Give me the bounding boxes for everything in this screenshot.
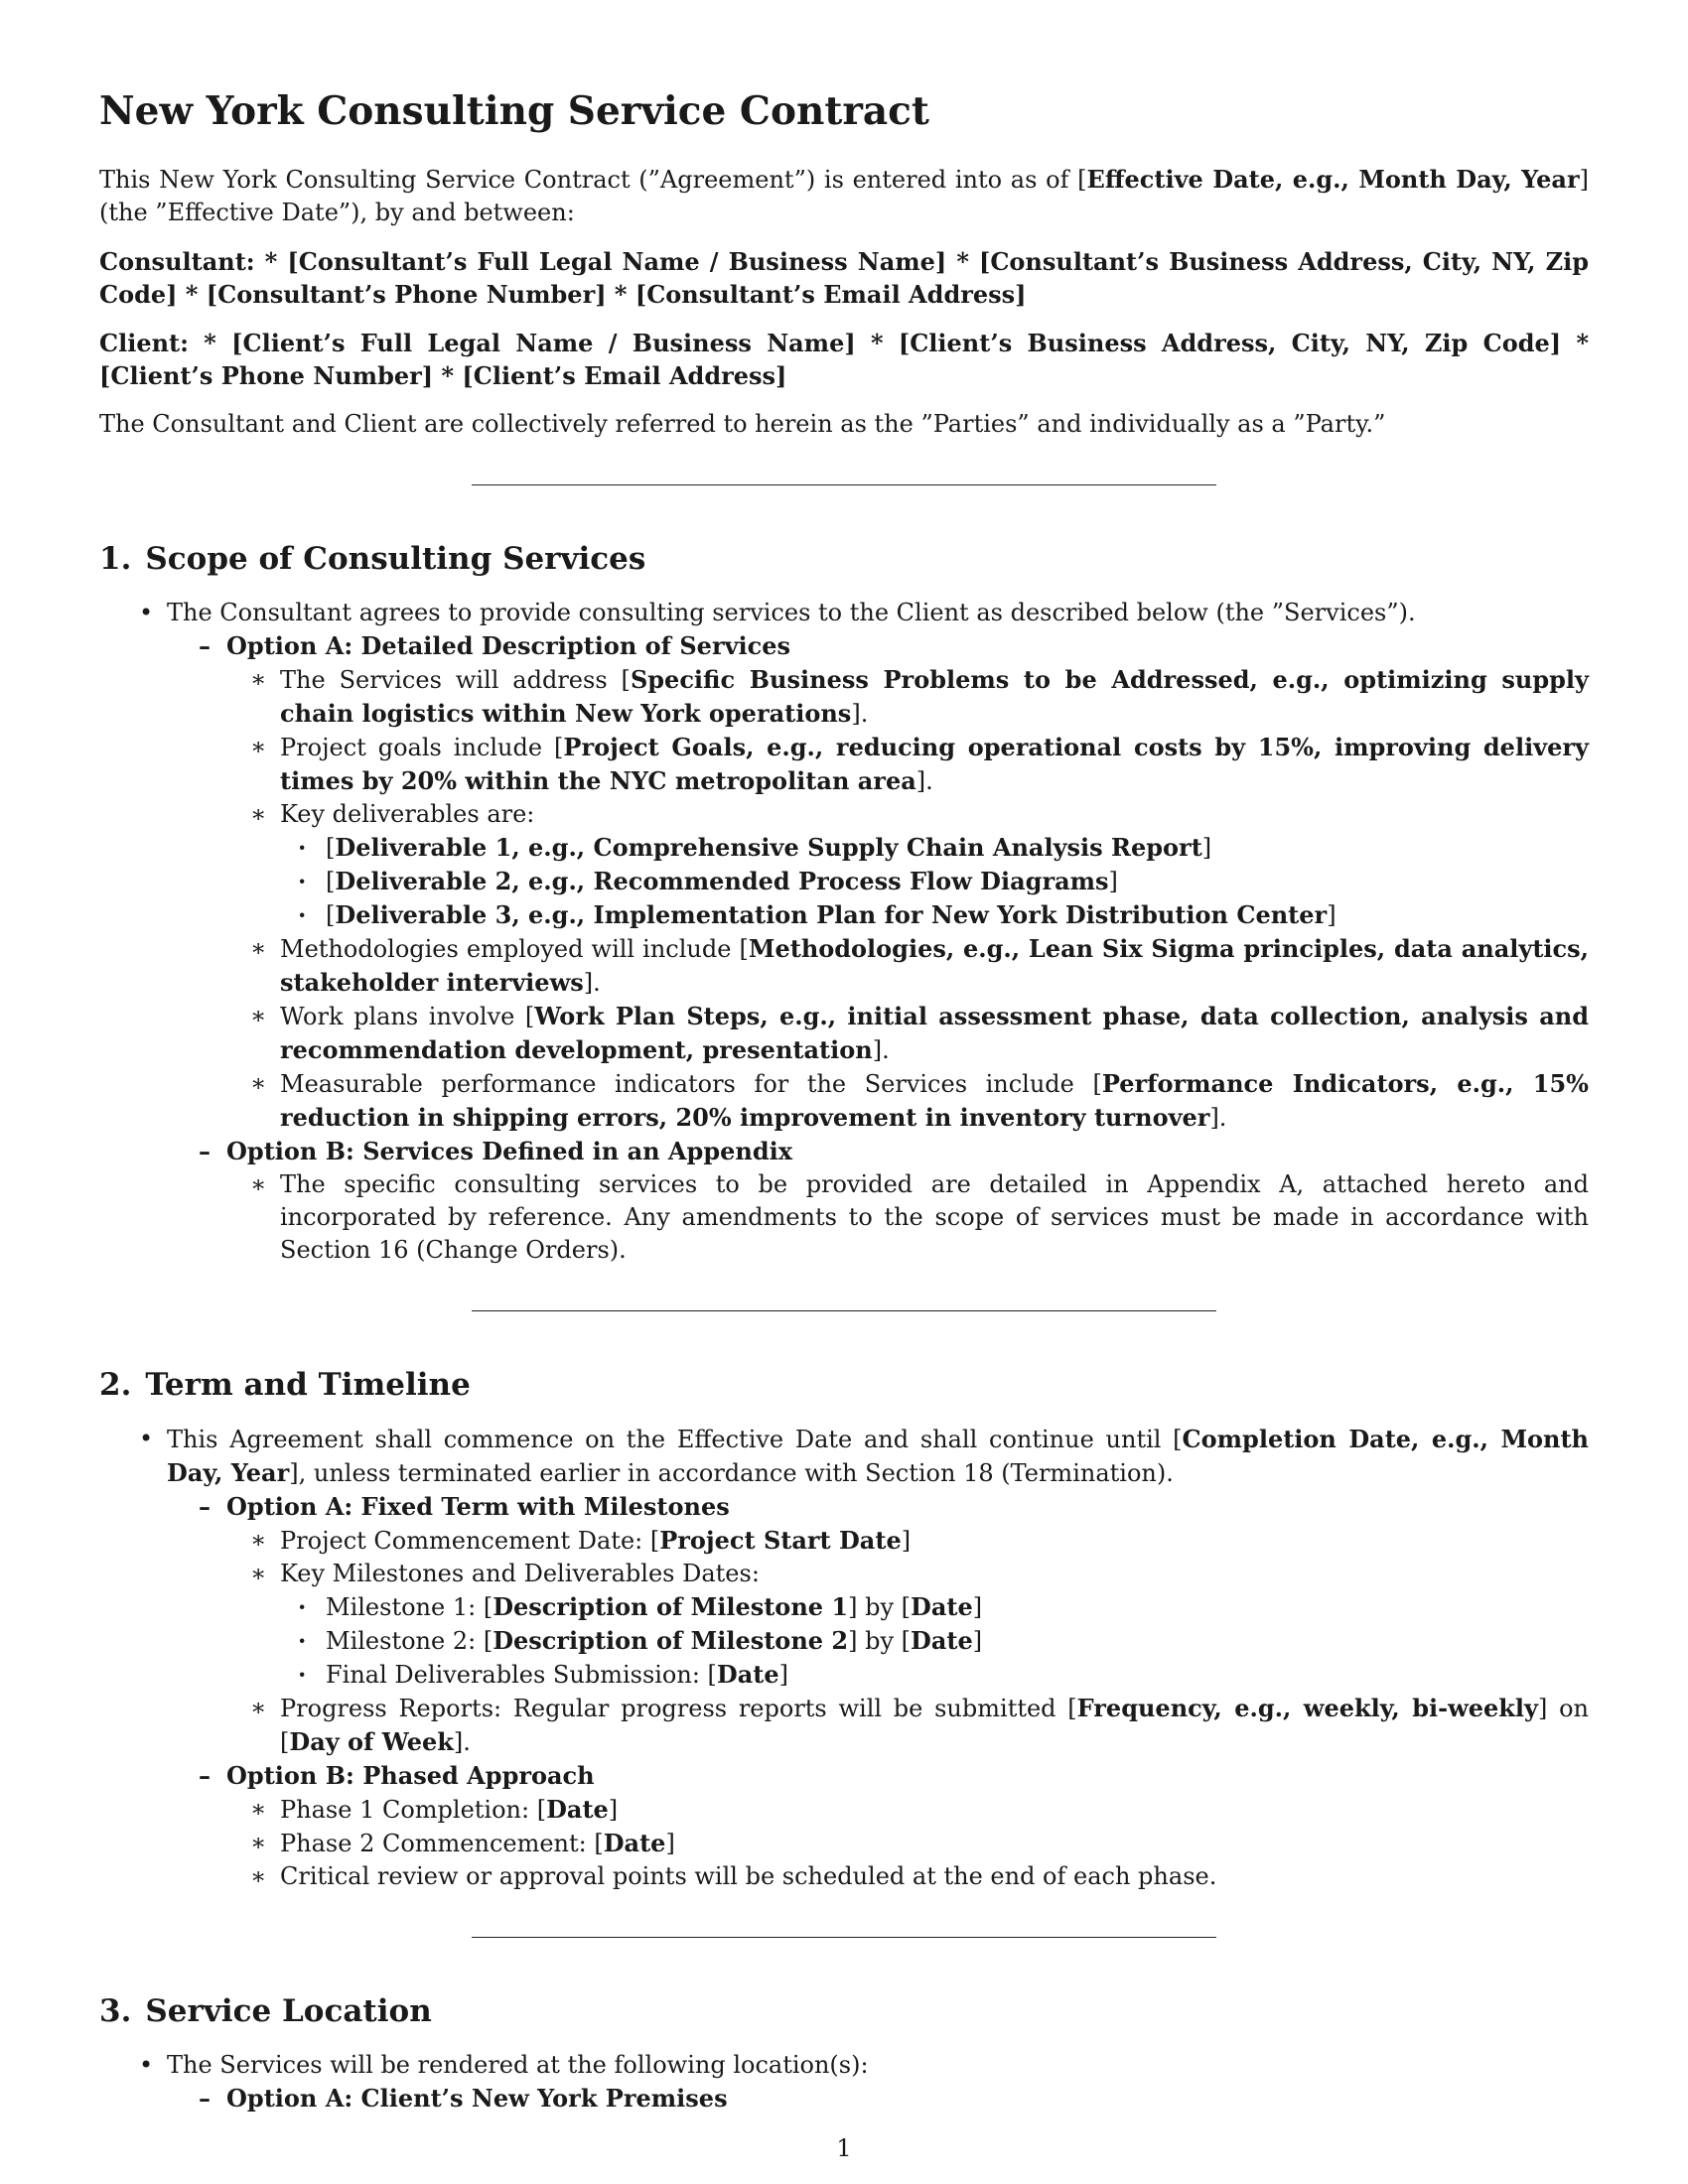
client-block: Client: * [Client’s Full Legal Name / Business Name] * [Client’s Business Address, City, NY, Zip Code] * [Client’s Phone Number] * [Client’s Email Address] [99,329,1589,390]
section-2-title: Term and Timeline [145,1367,471,1403]
document-title: New York Consulting Service Contract [99,88,929,134]
intro-text-1: This New York Consulting Service Contract (”Agreement”) is entered into as of [ [99,166,1087,194]
section-1-list [99,597,1589,1267]
parties-definition: The Consultant and Client are collectively referred to herein as the ”Parties” and individually as a ”Party.” [99,410,1386,438]
list-item: ∗ Phase 2 Commencement: [Date] [99,1827,1589,1860]
section-divider [472,1310,1216,1311]
list-item: ∗ The specific consulting services to be provided are detailed in Appendix A, attached hereto and incorporated by reference. Any amendments to the scope of services must be made in accordance with Section 16 (Change Orders). [99,1168,1589,1267]
list-item [99,597,1589,1267]
section-3-heading [99,1991,1589,2031]
section-3-number: 3. [99,1993,132,2029]
list-item: ∗ Phase 1 Completion: [Date] [99,1793,1589,1827]
list-item [99,629,1589,1135]
consultant-block: Consultant: * [Consultant’s Full Legal Name / Business Name] * [Consultant’s Business Address, City, NY, Zip Code] * [Consultant’s Phone Number] * [Consultant’s Email Address] [99,247,1589,309]
placeholder: Work Plan Steps, e.g., initial assessment phase, data collection, analysis and recommendation development, presentation [280,1002,1590,1064]
list-item: • The Services will be rendered at the following location(s): – Option A: Client’s New York Premises [99,2049,1589,2116]
section-3-title: Service Location [145,1993,432,2029]
list-item: · [Deliverable 3, e.g., Implementation Plan for New York Distribution Center] [99,898,1589,932]
document-page [99,87,1589,2116]
list-item: · Final Deliverables Submission: [Date] [99,1658,1589,1692]
s2-option-b: Option B: Phased Approach [226,1761,595,1790]
list-item: ∗ Measurable performance indicators for the Services include [Performance Indicators, e.g., 15% reduction in shipping errors, 20% improvement in inventory turnover]. [99,1067,1589,1135]
section-divider [472,484,1216,485]
s3-option-a: Option A: Client’s New York Premises [226,2084,728,2113]
section-1-heading [99,539,1589,579]
section-divider [472,1937,1216,1938]
placeholder: Specific Business Problems to be Addressed, e.g., optimizing supply chain logistics within New York operations [280,665,1589,728]
list-item: ∗ Critical review or approval points will be scheduled at the end of each phase. [99,1860,1589,1893]
placeholder: Deliverable 3, e.g., Implementation Plan for New York Distribution Center [335,900,1328,929]
list-item: · Milestone 1: [Description of Milestone 1] by [Date] [99,1590,1589,1624]
list-item [99,1759,1589,1893]
section-1-number: 1. [99,541,132,577]
list-item: ∗ Project goals include [Project Goals, e.g., reducing operational costs by 15%, improving delivery times by 20% within the NYC metropolitan area]. [99,731,1589,798]
page-number: 1 [836,2134,852,2162]
list-item [99,2082,1589,2116]
placeholder: Deliverable 1, e.g., Comprehensive Supply Chain Analysis Report [335,833,1202,862]
section-2-heading [99,1365,1589,1405]
list-item [99,1490,1589,1759]
list-item: · Milestone 2: [Description of Milestone 2] by [Date] [99,1624,1589,1658]
placeholder: Completion Date, e.g., Month Day, Year [167,1425,1590,1487]
placeholder: Performance Indicators, e.g., 15% reduction in shipping errors, 20% improvement in inventory turnover [280,1069,1589,1132]
s1-option-a: Option A: Detailed Description of Services [226,631,791,660]
placeholder: Deliverable 2, e.g., Recommended Process Flow Diagrams [335,867,1109,895]
placeholder: Project Goals, e.g., reducing operational costs by 15%, improving delivery times by 20% within the NYC metropolitan area [280,733,1589,795]
list-item: · [Deliverable 2, e.g., Recommended Process Flow Diagrams] [99,865,1589,898]
list-item: ∗ The Services will address [Specific Business Problems to be Addressed, e.g., optimizing supply chain logistics within New York operations]. [99,663,1589,731]
effective-date-placeholder: Effective Date, e.g., Month Day, Year [1086,165,1580,194]
section-2-number: 2. [99,1367,132,1403]
section-2-list [99,1423,1589,1893]
intro-paragraph [99,163,1589,229]
section-1-lead: The Consultant agrees to provide consulting services to the Client as described below (the ”Services”). [167,599,1416,626]
list-item: · [Deliverable 1, e.g., Comprehensive Supply Chain Analysis Report] [99,831,1589,865]
list-item: • This Agreement shall commence on the Effective Date and shall continue until [Completion Date, e.g., Month Day, Year], unless terminated earlier in accordance with Section 18 (Termination). – Option A: Fixed Term with Milestones ∗ Project Commencement Date: [Project Start Date] ∗ Key Milestones and Deliverables Dates: · Milestone 1: [Description of Milestone 1] by [Date] · Milestone 2: [Description of Milestone 2] by [Date] · Final Deliverables Submission: [Date] ∗ Progress Reports: Regular progress reports will be submitted [Frequency, e.g., weekly, bi-weekly] on [Day of Week]. – Option B: Phased Approach ∗ Phase 1 Completion: [Date] ∗ Phase 2 Commencement: [Date] ∗ Critical review or approval points will be scheduled at the end of each phase. [99,1423,1589,1893]
placeholder: Project Start Date [659,1526,902,1555]
section-1-title: Scope of Consulting Services [145,541,646,577]
list-item: ∗ Methodologies employed will include [Methodologies, e.g., Lean Six Sigma principles, data analytics, stakeholder interviews]. [99,932,1589,1000]
s1-option-b: Option B: Services Defined in an Appendix [226,1137,793,1165]
list-item: ∗ Work plans involve [Work Plan Steps, e.g., initial assessment phase, data collection, analysis and recommendation development, presentation]. [99,1000,1589,1067]
section-3-list [99,2049,1589,2116]
list-item: ∗ Key deliverables are: · [Deliverable 1, e.g., Comprehensive Supply Chain Analysis Report] · [Deliverable 2, e.g., Recommended Process Flow Diagrams] · [Deliverable 3, e.g., Implementation Plan for New York Distribution Center] [99,798,1589,932]
list-item: ∗ Project Commencement Date: [Project Start Date] [99,1524,1589,1558]
list-item [99,1135,1589,1267]
placeholder: Methodologies, e.g., Lean Six Sigma principles, data analytics, stakeholder interviews [280,934,1589,997]
intro-text-2: ] (the ”Effective Date”), by and between: [99,166,1589,226]
s2-option-a: Option A: Fixed Term with Milestones [226,1492,730,1521]
list-item: ∗ Progress Reports: Regular progress reports will be submitted [Frequency, e.g., weekly, bi-weekly] on [Day of Week]. [99,1692,1589,1759]
list-item: ∗ Key Milestones and Deliverables Dates: · Milestone 1: [Description of Milestone 1] by [Date] · Milestone 2: [Description of Milestone 2] by [Date] · Final Deliverables Submission: [Date] [99,1558,1589,1692]
